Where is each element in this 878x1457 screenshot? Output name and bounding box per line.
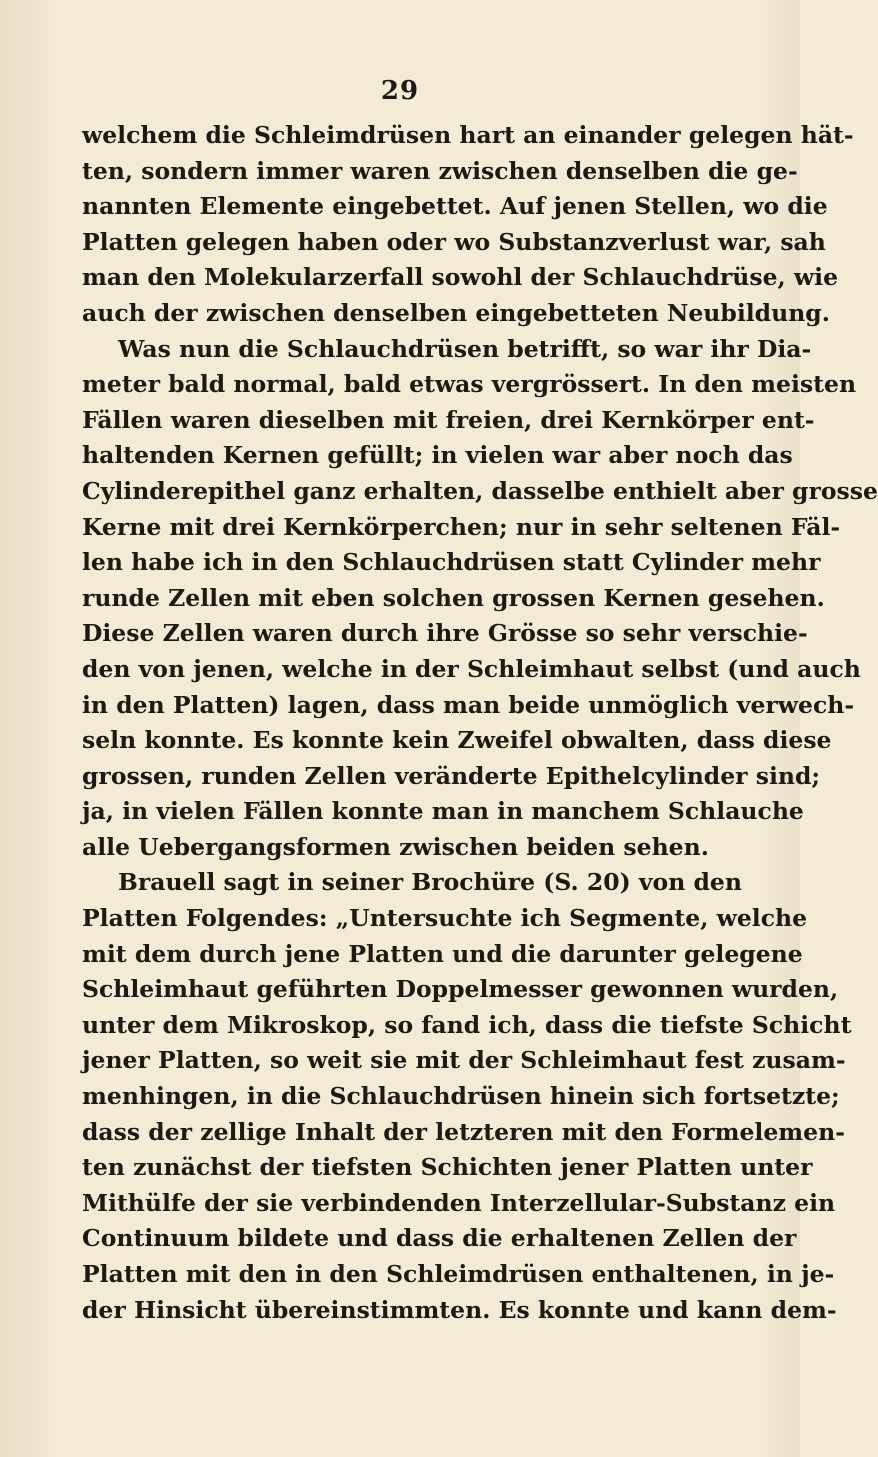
text-line: man den Molekularzerfall sowohl der Schlauchdrüse, wie	[82, 263, 839, 292]
text-line: Cylinderepithel ganz erhalten, dasselbe enthielt aber grosse	[82, 476, 878, 505]
text-line: ten zunächst der tiefsten Schichten jener Platten unter	[82, 1153, 813, 1182]
text-line: unter dem Mikroskop, so fand ich, dass die tiefste Schicht	[82, 1010, 852, 1039]
text-line: welchem die Schleimdrüsen hart an einander gelegen hät-	[82, 121, 854, 149]
text-line: menhingen, in die Schlauchdrüsen hinein sich fortsetzte;	[82, 1082, 840, 1111]
text-line: in den Platten) lagen, dass man beide unmöglich verwech-	[82, 690, 855, 719]
text-line: ten, sondern immer waren zwischen denselben die ge-	[82, 156, 798, 185]
text-line: Platten gelegen haben oder wo Substanzverlust war, sah	[82, 227, 826, 256]
text-line: Continuum bildete und dass die erhaltenen Zellen der	[82, 1224, 797, 1253]
text-line: seln konnte. Es konnte kein Zweifel obwalten, dass diese	[82, 726, 832, 755]
text-line: jener Platten, so weit sie mit der Schleimhaut fest zusam-	[82, 1046, 846, 1075]
text-line: haltenden Kernen gefüllt; in vielen war aber noch das	[82, 441, 793, 470]
text-line: grossen, runden Zellen veränderte Epithelcylinder sind;	[82, 761, 821, 790]
text-line: alle Uebergangsformen zwischen beiden sehen.	[82, 832, 709, 861]
text-line: runde Zellen mit eben solchen grossen Kernen gesehen.	[82, 583, 825, 612]
text-line: auch der zwischen denselben eingebetteten Neubildung.	[82, 298, 830, 327]
text-line: Diese Zellen waren durch ihre Grösse so sehr verschie-	[82, 619, 808, 648]
text-line: Was nun die Schlauchdrüsen betrifft, so war ihr Dia-	[118, 334, 812, 363]
text-line: len habe ich in den Schlauchdrüsen statt Cylinder mehr	[82, 548, 821, 577]
text-line: Brauell sagt in seiner Brochüre (S. 20) von den	[118, 868, 742, 897]
text-line: mit dem durch jene Platten und die darunter gelegene	[82, 939, 803, 968]
body-text	[82, 118, 878, 1328]
text-line: Kerne mit drei Kernkörperchen; nur in sehr seltenen Fäl-	[82, 512, 841, 541]
page-number: 29	[380, 76, 420, 106]
text-line: dass der zellige Inhalt der letzteren mit den Formelemen-	[82, 1117, 845, 1146]
text-line: den von jenen, welche in der Schleimhaut selbst (und auch	[82, 654, 861, 683]
text-line: der Hinsicht übereinstimmten. Es konnte und kann dem-	[82, 1295, 837, 1324]
text-line: Fällen waren dieselben mit freien, drei Kernkörper ent-	[82, 405, 815, 434]
text-line: Mithülfe der sie verbindenden Interzellular-Substanz ein	[82, 1188, 836, 1217]
text-line: Platten mit den in den Schleimdrüsen enthaltenen, in je-	[82, 1260, 835, 1288]
text-line: Schleimhaut geführten Doppelmesser gewonnen wurden,	[82, 975, 839, 1004]
text-line: meter bald normal, bald etwas vergrössert. In den meisten	[82, 370, 857, 399]
text-line: nannten Elemente eingebettet. Auf jenen Stellen, wo die	[82, 192, 828, 221]
text-line: Platten Folgendes: „Untersuchte ich Segmente, welche	[82, 904, 808, 933]
text-line: ja, in vielen Fällen konnte man in manchem Schlauche	[82, 797, 804, 826]
